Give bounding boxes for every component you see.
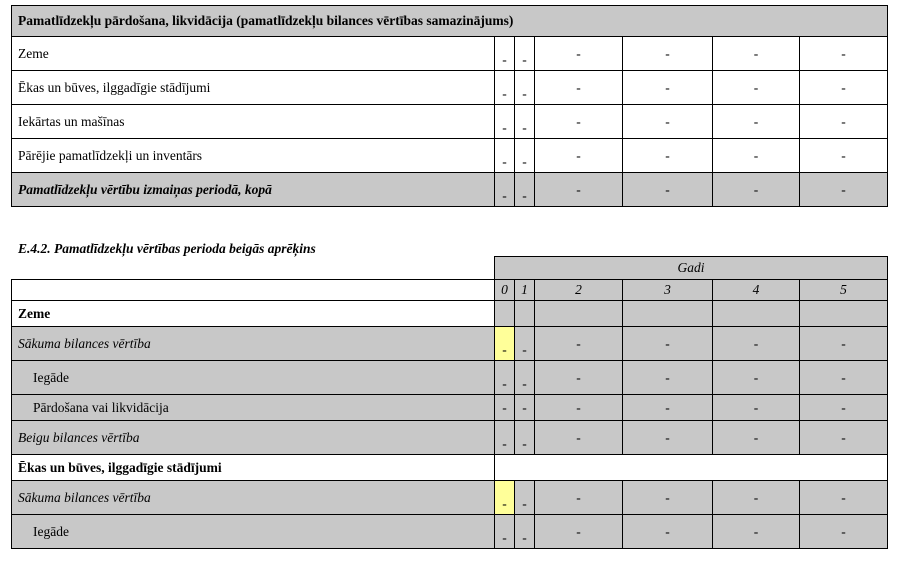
value-cell[interactable]: -	[535, 37, 623, 71]
row-label: Pārdošana vai likvidācija	[12, 395, 495, 421]
value-cell: -	[535, 173, 623, 207]
value-cell: -	[495, 361, 515, 395]
value-cell[interactable]: -	[623, 71, 713, 105]
value-cell: -	[800, 173, 888, 207]
total-row	[12, 173, 888, 207]
value-cell: -	[800, 395, 888, 421]
value-cell[interactable]: -	[623, 139, 713, 173]
value-cell: -	[495, 421, 515, 455]
value-cell[interactable]: -	[713, 105, 800, 139]
table-header-row	[12, 6, 888, 37]
value-cell[interactable]: -	[495, 71, 515, 105]
value-cell: -	[713, 515, 800, 549]
value-cell[interactable]: -	[623, 37, 713, 71]
row-label: Pārējie pamatlīdzekļi un inventārs	[12, 139, 495, 173]
table-row	[12, 515, 888, 549]
years-header-row	[12, 280, 888, 301]
value-cell: -	[495, 395, 515, 421]
value-cell[interactable]: -	[535, 139, 623, 173]
years-group-label: Gadi	[495, 257, 888, 280]
value-cell: -	[515, 421, 535, 455]
table-row	[12, 395, 888, 421]
year-header: 2	[535, 280, 623, 301]
table-row	[12, 139, 888, 173]
value-cell[interactable]: -	[713, 139, 800, 173]
value-cell[interactable]: -	[515, 71, 535, 105]
value-cell: -	[495, 173, 515, 207]
year-header: 3	[623, 280, 713, 301]
row-label: Beigu bilances vērtība	[12, 421, 495, 455]
value-cell[interactable]: -	[495, 105, 515, 139]
value-cell: -	[800, 481, 888, 515]
value-cell: -	[623, 421, 713, 455]
table-row	[12, 105, 888, 139]
value-cell: -	[713, 481, 800, 515]
value-cell: -	[495, 515, 515, 549]
value-cell[interactable]: -	[623, 105, 713, 139]
section-title: E.4.2. Pamatlīdzekļu vērtības perioda beigās aprēķins	[18, 241, 316, 256]
value-cell[interactable]: -	[713, 37, 800, 71]
asset-disposal-table	[11, 5, 888, 207]
table-row	[12, 481, 888, 515]
input-cell[interactable]: -	[495, 481, 515, 515]
value-cell[interactable]: -	[800, 105, 888, 139]
value-cell[interactable]: -	[495, 139, 515, 173]
row-label: Iekārtas un mašīnas	[12, 105, 495, 139]
input-cell[interactable]: -	[495, 327, 515, 361]
value-cell[interactable]: -	[800, 139, 888, 173]
value-cell: -	[515, 327, 535, 361]
value-cell: -	[623, 395, 713, 421]
value-cell: -	[535, 515, 623, 549]
value-cell: -	[713, 173, 800, 207]
value-cell: -	[800, 361, 888, 395]
value-cell: -	[515, 515, 535, 549]
value-cell: -	[535, 327, 623, 361]
table-row	[12, 327, 888, 361]
group-header-row	[12, 455, 888, 481]
value-cell: -	[535, 481, 623, 515]
years-group-header-row	[12, 257, 888, 280]
value-cell: -	[515, 481, 535, 515]
value-cell: -	[800, 327, 888, 361]
table-row	[12, 71, 888, 105]
value-cell: -	[623, 361, 713, 395]
row-label: Sākuma bilances vērtība	[12, 327, 495, 361]
asset-value-table	[11, 256, 888, 549]
value-cell: -	[713, 361, 800, 395]
row-label: Pamatlīdzekļu vērtību izmaiņas periodā, kopā	[12, 173, 495, 207]
value-cell: -	[535, 361, 623, 395]
year-header: 5	[800, 280, 888, 301]
value-cell: -	[515, 395, 535, 421]
year-header: 0	[495, 280, 515, 301]
value-cell[interactable]: -	[535, 71, 623, 105]
value-cell[interactable]: -	[515, 37, 535, 71]
value-cell[interactable]: -	[800, 37, 888, 71]
value-cell: -	[535, 421, 623, 455]
value-cell[interactable]: -	[495, 37, 515, 71]
value-cell[interactable]: -	[800, 71, 888, 105]
value-cell: -	[800, 515, 888, 549]
table-row	[12, 361, 888, 395]
group-label: Zeme	[12, 301, 495, 327]
group-label: Ēkas un būves, ilggadīgie stādījumi	[12, 455, 495, 481]
value-cell: -	[515, 361, 535, 395]
value-cell[interactable]: -	[515, 139, 535, 173]
value-cell: -	[713, 327, 800, 361]
value-cell[interactable]: -	[713, 71, 800, 105]
value-cell: -	[623, 327, 713, 361]
row-label: Ēkas un būves, ilggadīgie stādījumi	[12, 71, 495, 105]
row-label: Zeme	[12, 37, 495, 71]
value-cell[interactable]: -	[515, 105, 535, 139]
value-cell[interactable]: -	[535, 105, 623, 139]
value-cell: -	[713, 421, 800, 455]
value-cell: -	[515, 173, 535, 207]
table-row	[12, 37, 888, 71]
table-row	[12, 421, 888, 455]
value-cell: -	[623, 481, 713, 515]
year-header: 1	[515, 280, 535, 301]
row-label: Sākuma bilances vērtība	[12, 481, 495, 515]
row-label: Iegāde	[12, 515, 495, 549]
table1-header: Pamatlīdzekļu pārdošana, likvidācija (pamatlīdzekļu bilances vērtības samazinājums)	[12, 6, 888, 37]
group-header-row	[12, 301, 888, 327]
row-label: Iegāde	[12, 361, 495, 395]
value-cell: -	[535, 395, 623, 421]
value-cell: -	[623, 515, 713, 549]
value-cell: -	[713, 395, 800, 421]
value-cell: -	[623, 173, 713, 207]
year-header: 4	[713, 280, 800, 301]
value-cell: -	[800, 421, 888, 455]
